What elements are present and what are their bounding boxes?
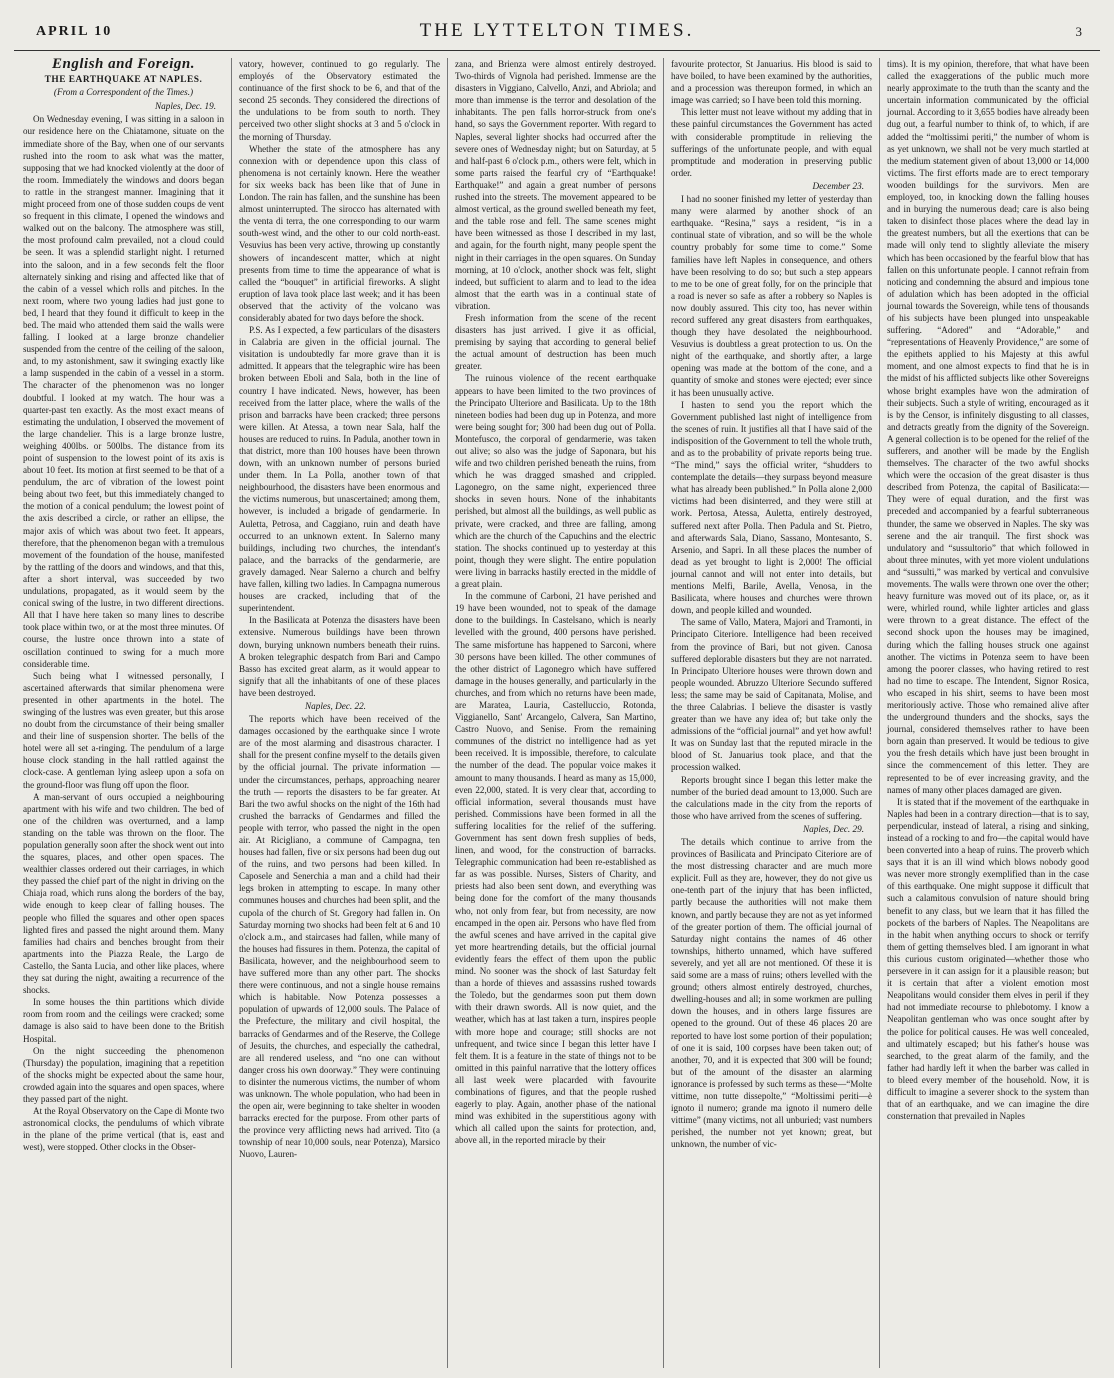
column-1 — [16, 58, 232, 1368]
paragraph: It is stated that if the movement of the earthquake in Naples had been in a contrary direction—that is to say, perpendicular, instead of lateral, a rising and sinking, instead of a rocking to and fro—the capital would have been converted into a heap of ruins. The proverb which says that it is an ill wind which blows nobody good was never more strongly exemplified than in the case of this earthquake. One might suppose it difficult that such a calamitous convulsion of nature should bring benefit to any class, but we learn that it has filled the pockets of the barbers of Naples. The Neapolitans are in the habit when anything occurs to shock or terrify them of getting themselves bled. I am ignorant in what this curious custom originated—whether those who persevere in it can assign for it a plausible reason; but it is certain that after a violent emotion most Neapolitans would consider them elves in peril if they had not immediate recourse to phlebotomy. I know a Neapolitan gentleman who was once sought after by the police for political causes. He was well concealed, and ultimately escaped; but his father's house was searched, to the great alarm of the family, and the father had hardly left it when the barber was called in to bleed every member of the household. Now, it is difficult to imagine a severer shock to the system than that of an earthquake, and we can imagine the dire consternation that prevailed in Naples — [887, 796, 1089, 1122]
paragraph: I had no sooner finished my letter of yesterday than many were alarmed by another shock of an earthquake. “Resina,” says a resident, “is in a continual state of vibration, and so will be the whole country probably for some time to come.” Some families have left Naples in consequence, and others have been resolving to do so; but such a step appears to me to be one of great folly, for on the principle that a road is never so safe as after a robbery so Naples is now doubly assured. This city too, has never within record suffered any great disasters from earthquakes, though they have desolated the neighbourhood. Vesuvius is doubtless a great protection to us. On the night of the earthquake, and shortly after, a large opening was made at the bottom of the cone, and a quantity of smoke and stones were ejected; ever since it has been unusually active. — [671, 194, 872, 398]
paragraph: Fresh information from the scene of the recent disasters has just arrived. I give it as official, premising by saying that according to general belief the actual amount of destruction has been much greater. — [455, 312, 656, 372]
paragraph: Whether the state of the atmosphere has any connexion with or dependence upon this class of phenomena is not certainly known. Here the weather for six weeks back has been like that of June in London. The rain has fallen, and the sunshine has been almost uninterrupted. The sirocco has alternated with the venta di terra, the one corresponding to our warm south-west wind, and the other to our cold north-east. Vesuvius has been very active, throwing up constantly showers of incandescent matter, which at night presents from time to time the appearance of what is called the “bouquet” in artificial fireworks. A slight eruption of lava took place last week; and it has been observed that the activity of the volcano was considerably abated for two days before the shock. — [239, 143, 440, 323]
article-columns — [16, 58, 1096, 1368]
column-2 — [232, 58, 448, 1368]
paragraph: I hasten to send you the report which the Government published last night of intelligence from the scenes of ruin. It justifies all that I have said of the indisposition of the Government to tell the whole truth, and as to the probability of private reports being true. “The mind,” says the official writer, “shudders to contemplate the details—they surpass beyond measure what has already been published.” In Polla alone 2,000 victims had been disinterred, and they were still at work. Pertosa, Atessa, Auletta, entirely destroyed, suffered next after Polla. Then Padula and St. Pietro, and afterwards Sala, Diano, Sassano, Montesanto, S. Arsenio, and Sapri. In all these places the number of dead as yet brought to light is 2,000! The official journal cannot and will not enter into details, but mentions Melfi, Barile, Avella, Venosa, in the Basilicata, where houses and churches were thrown down, and people killed and wounded. — [671, 399, 872, 616]
dateline: Naples, Dec. 29. — [803, 823, 864, 834]
paragraph: A man-servant of ours occupied a neighbouring apartment with his wife and two children. The bed of one of the children was overturned, and a lamp standing on the table was thrown on the floor. The population generally soon after the shock went out into the squares, places, and other open spaces. The wealthier classes ordered out their carriages, in which they passed the chief part of the night in driving on the Chiaja road, which runs along the borders of the bay, wide enough to keep clear of falling houses. The people who filled the squares and other open spaces lighted fires and passed the night around them. Many families had chairs and benches brought from their apartments into the Piazza Reale, the Largo de Castello, the Santa Lucia, and other like places, where they sat during the night, awaiting a recurrence of the shocks. — [23, 791, 224, 996]
paragraph: Such being what I witnessed personally, I ascertained afterwards that similar phenomena were presented in other apartments in the hotel. The swinging of the lustres was even greater, but this arose no doubt from the circumstance of their being smaller and their line of suspension shorter. The bells of the hotel were all set a-ringing. The pendulum of a large house clock standing in the hall rattled against the clock-case. A gentleman lying asleep upon a sofa on the ground-floor was flung off upon the floor. — [23, 670, 224, 790]
masthead — [14, 14, 1100, 51]
article-subhead: (From a Correspondent of the Times.) — [53, 87, 194, 98]
paragraph: The details which continue to arrive from the provinces of Basilicata and Principato Citeriore are of the most distressing character and are much more explicit. Full as they are, however, they do not give us one-tenth part of the injury that has been inflicted, partly because the authorities will not make them known, and partly because they are not as yet informed of the greater portion of them. The official journal of Saturday night contains the names of 46 other townships, hitherto unnamed, which have suffered severely, and yet all are not mentioned. Of these it is said some are a mass of ruins; others levelled with the ground; others almost entirely destroyed, churches, dwelling-houses and all; in some workmen are pulling down the houses, and in others large fissures are opened to the ground. Out of these 46 places 20 are reported to have lost some portion of their population; of one it is said, 100 corpses have been taken out; of another, 70, and it is expected that 300 will be found; but of the amount of the disaster an alarming ignorance is professed by such terms as these—“Molte vittime, non tutte dissepolte,” “Moltissimi periti—è ignoto il numero; grande ma ignoto il numero delle vittime” (many victims, not all unburied; vast numbers perished, the number not yet known; great, but unknown, the number of vic- — [671, 837, 873, 1150]
paragraph: tims). It is my opinion, therefore, that what have been called the exaggerations of the public much more nearly approximate to the truth than the scanty and the uncertain information communicated by the official journal. According to it 3,655 bodies have already been dug out, a fearful number to think of, to which, if are added the “moltissimi periti,” the number of whom is as yet unknown, we shall not be very much startled at the medium statement given of about 13,000 or 14,000 victims. The first efforts made are to erect temporary wooden buildings for the survivors. Men are employed, too, in knocking down the falling houses and in burying the numerous dead; care is also being taken to disinfect those places where the dead lay in the greatest numbers, but all the exertions that can be made will only tend to slightly alleviate the misery which has been occasioned by the fearful blow that has fallen on this unfortunate people. I cannot refrain from noticing and condemning the absurd and impious tone of adulation which has been adopted in the official journal towards the Sovereign, while tens of thousands of his subjects have been plunged into unspeakable suffering. “Adored” and “Adorable,” and “representations of Heavenly Providence,” are some of the epithets applied to his Majesty at this awful moment, and one almost expects to find that he is in the midst of his afflicted subjects like other Sovereigns whose bright examples have won the admiration of their subjects. Such a style of writing, encouraged as it is by the Censor, is infinitely disgusting to all classes, and detracts greatly from the dignity of the Sovereign. A general collection is to be opened for the relief of the sufferers, and another will be made by the English themselves. The character of the two awful shocks which were the occasion of the great disaster is thus described from Potenza, the capital of Basilicata:—They were of equal duration, and the first was preceded and accompanied by a fearful subterraneous thunder, the same we observed in Naples. The sky was serene and the air tranquil. The first shock was undulatory and “sussultorio” that which followed in about three minutes, with yet more violent undulations and “sussulti,” was marked by vertical and convulsive movements. The walls were thrown one over the other; heavy furniture was moved out of its place, or, as it were, whirled round, while lighter articles and glass were thrown to a great distance. The effect of the second shock upon the houses may be imagined, during which the falling houses struck one against another. The victims in Potenza seem to have been among the poorer classes, who having retired to rest had no time to escape. The Intendent, Signor Rosica, who escaped in his shirt, seems to have been most meritoriously active. Those who remained alive after the underground thunders and the shocks, says the journal, considered themselves rather to have been born again than preserved. It would be tedious to give you the fresh details which have just been brought in since the commencement of this letter. They are represented to be of ever increasing gravity, and the names of many other places damaged are given. — [887, 59, 1089, 795]
paragraph: The same of Vallo, Matera, Majori and Tramonti, in Principato Citeriore. Intelligence had been received from the province of Bari, but not given. Canosa suffered deplorable disasters but they are not narrated. In Principato Ulteriore houses were thrown down and people wounded. Abruzzo Ulteriore Secundo suffered less; the same may be said of Capitanata, Molise, and the three Calabrias. I believe the disaster is vastly greater than we have any idea of; but take only the admissions of the “official journal” and yet how awful! It was on Sunday last that the reputed miracle in the blood of St. Januarius took place, and that the procession walked. — [671, 617, 872, 773]
paragraph: P.S. As I expected, a few particulars of the disasters in Calabria are given in the official journal. The visitation is undoubtedly far more grave than it is admitted. It appears that the telegraphic wire has been broken between Eboli and Sala, both in the line of country I have indicated. News, however, has been received from the latter place, where the walls of the prison and barracks have been cracked; three persons were killen. At Atessa, a town near Sala, half the houses are reduced to ruins. In Padula, another town in that district, more than 100 houses have been thrown down, with an unknown number of persons buried under them. In La Polla, another town of that neighbourhood, the disasters have been enormous and the victims numerous, but unascertained; among them, however, is included a brigade of gendarmerie. In Auletta, Petrosa, and Caggiano, ruin and death have occurred to an unknown extent. In Salerno many buildings, including two churches, the intendant's palace, and the barracks of the gendarmerie, are gravely damaged. Near Salerno a church and belfry have fallen, killing two ladies. In Campagna numerous houses are cracked, including that of the superintendent. — [239, 325, 440, 614]
paragraph: On Wednesday evening, I was sitting in a saloon in our residence here on the Chiatamone, situate on the immediate shore of the Bay, when one of our servants rushed into the room to ask what was the matter, supposing that we had knocked violently at the door of the room. Immediately the windows and doors began to rattle in the strangest manner. Imagining that it might proceed from one of those sudden coups de vent so frequent in this climate, I opened the windows and walked out on the balcony. The atmosphere was still, the most profound calm prevailed, not a cloud could be seen. It was a splendid starlight night. I returned into the saloon, and in a few seconds felt the floor alternately sinking and rising and affected like that of the cabin of a vessel which rolls and pitches. In the next room, where two young ladies had just gone to bed, I heard that they found it difficult to keep in the bed. The maid who attended them said the walls were falling. I looked at a large bronze chandelier suspended from the centre of the ceiling of the saloon, and, to my astonishment, saw it swinging exactly like a lamp suspended in the cabin of a vessel in a storm. The character of the phenomenon was no longer doubtful. I looked at my watch. The hour was a quarter-past ten exactly. As the most exact means of estimating the undulation, I observed the movement of the large chandelier. This is a large bronze lustre, weighing 400lbs. or 500lbs. The distance from its point of suspension to the lowest point of its axis is about 10 feet. Its motion at first seemed to be that of a pendulum, the arc of vibration of the lowest point being about two feet, but this immediately changed to the motion of a conical pendulum; the lowest point of the axis described a circle, or rather an ellipse, the major axis of which was about two feet. It appears, therefore, that the phenomenon began with a tremulous movement of the foundation of the house, manifested by the rattling of the doors and windows, and that this, after a short interval, was succeeded by two undulations, propagated, as it would seem by the conical swing of the lustre, in two different directions. All that I have here taken so many lines to describe took place within two, or at the most three minutes. Of course, the lustre once thrown into a state of oscillation continued to swing for a much more considerable time. — [23, 114, 225, 669]
section-title: English and Foreign. — [52, 58, 195, 72]
paragraph: This letter must not leave without my adding that in these painful circumstances the Government has acted with considerable promptitude in relieving the sufferings of the unfortunate people, and with equal promptitude and moderation in preserving public order. — [671, 107, 872, 178]
paragraph: The ruinous violence of the recent earthquake appears to have been limited to the two provinces of the Principato Ulteriore and Basilicata. Up to the 18th nineteen bodies had been dug up in Potenza, and more were being sought for; 300 had been dug out of Polla. Montefusco, the corporal of gendarmerie, was taken out alive; so also was the judge of Saponara, but his wife and two children perished beneath the ruins, from which he was dragged smashed and crippled. Lagonegro, on the same night, experienced three shocks in seven hours. None of the inhabitants perished, but almost all the buildings, as well public as private, were cracked, and three are falling, among which are the church of the Capuchins and the electric station. The shocks continued up to yesterday at this point, though they were slight. The entire population were living in barracks hastily erected in the middle of a great plain. — [455, 373, 656, 590]
dateline: December 23. — [812, 180, 864, 191]
paragraph: The reports which have been received of the damages occasioned by the earthquake since I wrote are of the most alarming and disastrous character. I shall for the present confine myself to the details given by the official journal. The private information — under the circumstances, perhaps, approaching nearer the truth — reports the disasters to be far greater. At Bari the two awful shocks on the night of the 16th had crushed the barracks of Gendarmes and filled the people with terror, who passed the night in the open air. At Ricigliano, a commune of Campagna, ten houses had fallen, five or six persons had been dug out of the ruins, and two persons had been killed. In Caposele and Senerchia a man and a child had their legs broken in attempting to escape. In many other communes houses and churches had been split, and the cupola of the church of St. Gregory had fallen in. On Saturday morning two shocks had been felt at 6 and 10 o'clock a.m., and staircases had fallen, while many of the houses had fissures in them. Potenza, the capital of Basilicata, however, and the neighbourhood seem to have suffered more than any other part. The shocks there were continuous, and not a single house remains which is habitable. Now Potenza possesses a population of upwards of 12,000 souls. The Palace of the Prefecture, the military and civil hospital, the barracks of Gendarmes and of the Reserve, the College of Jesuits, the churches, and especially the cathedral, are all rendered useless, and “no one can without danger cross his own doorway.” They were continuing to disinter the numerous victims, the number of whom was unknown. The whole population, who had been in the open air, were beginning to take shelter in wooden barracks erected for the purpose. From other parts of the province very afflicting news had arrived. Tito (a township of near 10,000 souls, near Potenza), Marsico Nuovo, Lauren- — [239, 714, 440, 1160]
column-3 — [448, 58, 664, 1368]
dateline: Naples, Dec. 22. — [305, 700, 366, 711]
paragraph: On the night succeeding the phenomenon (Thursday) the population, imagining that a repetition of the shocks might be expected about the same hour, crowded again into the squares and open spaces, where they passed part of the night. — [23, 1045, 224, 1104]
paragraph: In the Basilicata at Potenza the disasters have been extensive. Numerous buildings have been thrown down, burying unknown numbers beneath their ruins. A broken telegraphic despatch from Bari and Campo Basso has excited great alarm, as it would appear to signify that all the inhabitants of one of these places have been destroyed. — [239, 615, 440, 698]
paragraph: favourite protector, St Januarius. His blood is said to have boiled, to have been examined by the authorities, and a procession was thereupon formed, in which an image was carried; so I have been told this morning. — [671, 59, 872, 106]
column-5 — [880, 58, 1096, 1368]
paragraph: In some houses the thin partitions which divide room from room and the ceilings were cracked; some damage is also said to have been done to the British Hospital. — [23, 997, 224, 1044]
dateline: Naples, Dec. 19. — [155, 101, 216, 112]
issue-date: APRIL 10 — [36, 24, 113, 39]
paragraph: At the Royal Observatory on the Cape di Monte two astronomical clocks, the pendulums of which vibrate in the plane of the prime vertical (that is, east and west), were stopped. Other clocks in the Obser- — [23, 1106, 224, 1153]
paragraph: zana, and Brienza were almost entirely destroyed. Two-thirds of Vignola had perished. Immense are the disasters in Viggiano, Calvello, Anzi, and Abriola; and more than immense is the terror and desolation of the inhabitants. The pen falls horror-struck from one's hand, so says the Government reporter. With regard to Naples, several lighter shocks had occurred after the severe ones of Wednesday night; but on Saturday, at 5 and half-past 6 o'clock p.m., others were felt, which in some parts raised the fearful cry of “Earthquake! Earthquake!” and again a great number of persons rushed into the streets. The movement appeared to be almost vertical, as the ground swelled beneath my feet, and the table rose and fell. The same scenes might have been witnessed as those I described in my last, and again, for the fourth night, many people spent the night in their carriages in the open squares. On Sunday morning, at 10 o'clock, another shock was felt, slight indeed, but sufficient to alarm and to lead to the idea almost that the earth was in a continual state of vibration. — [455, 59, 656, 311]
newspaper-title: THE LYTTELTON TIMES. — [419, 20, 695, 41]
paragraph: In the commune of Carboni, 21 have perished and 19 have been wounded, not to speak of the damage done to the buildings. In Castelsano, which is nearly levelled with the ground, 400 persons have perished. The same misfortune has happened to Sarconi, where 30 persons have been killed. The other communes of the other district of Lagonegro which have suffered damage in the houses generally, and particularly in the churches, and from which no returns have been made, are Maratea, Lauria, Castelluccio, Rotonda, Viggianello, Sant' Arcangelo, Calvera, San Martino, Castro Nuovo, and Senise. From the remaining communes of the district no intelligence had as yet been received. It is impossible, therefore, to calculate the number of the dead. The popular voice makes it amount to many thousands. I heard as many as 15,000, even 22,000, stated. It is very clear that, according to official information, several thousands must have perished. Commissions have been formed in all the suffering localities for the relief of the suffering. Government has sent down fresh supplies of beds, linen, and wood, for the construction of barracks. Telegraphic communication had been re-established as far as was possible. Nurses, Sisters of Charity, and priests had also been sent down, and everything was being done for the comfort of the many thousands who, not only from fear, but from necessity, are now encamped in the open air. Persons who have fled from the awful scenes and have arrived in the capital give yet more heartrending details, but the official journal evidently fears the effect of them upon the public mind. No sooner was the shock of last Saturday felt than a horde of thieves and assassins rushed towards the Toledo, but the gendarmes soon put them down with their drawn swords. All is now quiet, and the weather, which has at last taken a turn, inspires people with more hope and courage; still shocks are not unfrequent, and twice since I began this letter have I felt them. It is a feature in the state of things not to be omitted in this painful narrative that the lottery offices all last week were placarded with favourite combinations of figures, and that the people rushed eagerly to play. Again, another phase of the national mind was exhibited in the superstitious agony with which all called upon the saints for protection, and, above all, in the reported miracle by their — [455, 591, 656, 1146]
page-number: 3 — [1075, 24, 1082, 39]
paragraph: vatory, however, continued to go regularly. The employés of the Observatory estimated the continuance of the first shock to be 6, and that of the second 25 seconds. They considered the directions of the undulations to be from south to north. They perceived two other slight shocks at 3 and 5 o'clock in the morning of Thursday. — [239, 59, 440, 142]
paragraph: Reports brought since I began this letter make the number of the buried dead amount to 13,000. Such are the calculations made in the city from the reports of those who have arrived from the scenes of suffering. — [671, 774, 872, 821]
column-4 — [664, 58, 880, 1368]
article-headline: THE EARTHQUAKE AT NAPLES. — [44, 75, 203, 86]
